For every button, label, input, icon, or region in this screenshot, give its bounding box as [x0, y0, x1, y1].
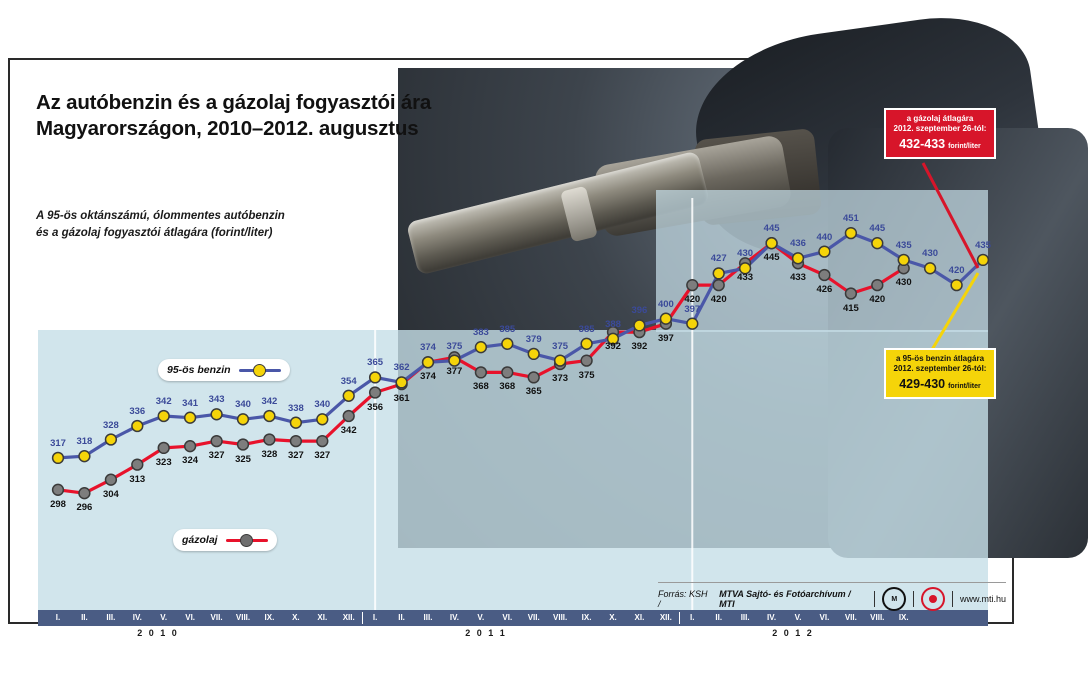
footer-sep-2	[913, 591, 914, 607]
year-label: 2 0 1 1	[465, 628, 507, 638]
mti-logo-icon	[921, 587, 945, 611]
axis-tick: VII.	[527, 613, 540, 622]
data-point	[581, 355, 592, 366]
data-point	[634, 320, 645, 331]
data-point	[528, 349, 539, 360]
data-label: 420	[869, 294, 886, 306]
data-label: 430	[922, 248, 939, 260]
data-label: 415	[842, 302, 859, 314]
data-label: 388	[605, 318, 621, 330]
data-label: 328	[102, 419, 119, 431]
poster-inner	[18, 68, 1006, 638]
callout-petrol-line1: a 95-ös benzin átlagára	[895, 354, 985, 363]
callout-diesel-value: 432-433	[899, 136, 946, 151]
data-point	[713, 280, 724, 291]
data-label: 374	[420, 371, 436, 383]
data-point	[53, 453, 64, 464]
data-point	[291, 436, 302, 447]
data-point	[317, 436, 328, 447]
data-point	[661, 313, 672, 324]
data-label: 427	[710, 253, 727, 265]
page-title-line2: Magyarországon, 2010–2012. augusztus	[36, 117, 419, 141]
axis-tick: V.	[160, 613, 168, 622]
data-point	[291, 417, 302, 428]
data-label: 298	[50, 498, 66, 510]
data-label: 385	[578, 323, 595, 335]
legend-gazolaj-label: gázolaj	[182, 534, 218, 546]
data-point	[396, 377, 407, 388]
footer-sep-1	[874, 591, 875, 607]
data-label: 420	[684, 294, 701, 306]
data-label: 318	[76, 436, 93, 448]
data-label: 375	[578, 369, 595, 381]
data-label: 445	[763, 252, 780, 264]
data-label: 392	[631, 341, 648, 353]
data-point	[343, 411, 354, 422]
axis-tick: X.	[292, 613, 300, 622]
axis-tick: III.	[423, 613, 433, 622]
data-label: 365	[367, 357, 384, 369]
data-label: 430	[737, 248, 754, 260]
axis-tick: IV.	[449, 613, 459, 622]
axis-tick: VIII.	[870, 613, 885, 622]
data-label: 342	[261, 396, 278, 407]
data-point	[106, 434, 117, 445]
data-point	[132, 421, 143, 432]
mtva-logo-icon	[882, 587, 906, 611]
axis-year-separator	[362, 612, 363, 624]
data-label: 379	[525, 333, 542, 345]
data-point	[158, 443, 169, 454]
callout-petrol-value: 429-430	[899, 376, 946, 391]
data-label: 420	[710, 294, 727, 306]
data-label: 327	[314, 450, 331, 462]
data-point	[687, 318, 698, 329]
data-point	[766, 238, 777, 249]
data-label: 420	[948, 265, 965, 277]
data-label: 375	[552, 340, 569, 352]
data-point	[819, 270, 830, 281]
data-point	[925, 263, 936, 274]
data-point	[343, 390, 354, 401]
data-point	[502, 338, 513, 349]
legend-benzin-swatch	[239, 364, 281, 376]
axis-tick: VI.	[819, 613, 830, 622]
data-point	[581, 338, 592, 349]
axis-tick: VI.	[185, 613, 196, 622]
data-label: 368	[472, 381, 489, 393]
data-label: 392	[605, 341, 621, 353]
data-point	[819, 246, 830, 257]
data-label: 451	[842, 213, 859, 225]
axis-tick: XII.	[342, 613, 355, 622]
callout-petrol-unit: forint/liter	[948, 382, 981, 390]
axis-tick: XI.	[317, 613, 328, 622]
data-point	[370, 372, 381, 383]
axis-tick: VII.	[844, 613, 857, 622]
axis-tick: II.	[715, 613, 723, 622]
axis-tick: VI.	[502, 613, 513, 622]
data-point	[53, 484, 64, 495]
data-label: 396	[631, 305, 648, 317]
infographic-poster	[8, 58, 1014, 638]
data-label: 336	[129, 406, 146, 417]
axis-tick: IX.	[898, 613, 909, 622]
data-point	[872, 280, 883, 291]
data-point	[476, 367, 487, 378]
series-line	[58, 233, 983, 458]
legend-benzin-label: 95-ös benzin	[167, 364, 231, 376]
data-label: 304	[102, 488, 119, 500]
page-title-line1: Az autóbenzin és a gázolaj fogyasztói ára	[36, 91, 432, 114]
data-label: 342	[340, 425, 357, 436]
data-point	[528, 372, 539, 383]
callout-diesel-unit: forint/liter	[948, 142, 981, 150]
data-point	[423, 357, 434, 368]
data-label: 433	[790, 272, 806, 284]
data-label: 400	[657, 298, 674, 310]
axis-tick: IV.	[767, 613, 777, 622]
data-label: 324	[182, 455, 199, 467]
axis-tick: V.	[477, 613, 485, 622]
page-subtitle-line2: és a gázolaj fogyasztói átlagára (forint/liter)	[36, 226, 273, 239]
legend-benzin	[158, 359, 290, 381]
axis-tick: IV.	[132, 613, 142, 622]
data-point	[476, 342, 487, 353]
axis-tick: I.	[690, 613, 695, 622]
callout-diesel-line2: 2012. szeptember 26-tól:	[893, 123, 987, 133]
x-axis	[38, 610, 988, 626]
data-point	[317, 414, 328, 425]
data-point	[846, 288, 857, 299]
callout-diesel-line1: a gázolaj átlagára	[906, 114, 974, 123]
axis-tick: V.	[794, 613, 802, 622]
data-label: 385	[499, 323, 516, 335]
data-label: 373	[552, 373, 569, 384]
data-point	[211, 409, 222, 420]
data-point	[185, 441, 196, 452]
footer-source-label: Forrás: KSH /	[658, 589, 708, 609]
callout-diesel	[884, 108, 996, 159]
data-label: 433	[737, 272, 754, 284]
data-label: 327	[208, 450, 225, 462]
data-point	[238, 439, 249, 450]
data-point	[449, 355, 460, 366]
data-label: 377	[446, 366, 463, 378]
data-label: 354	[340, 375, 357, 387]
data-label: 327	[287, 450, 304, 462]
data-label: 343	[208, 394, 225, 406]
axis-tick: IX.	[581, 613, 592, 622]
footer-source-bold: MTVA Sajtó- és Fotóarchívum / MTI	[719, 589, 851, 609]
data-label: 340	[235, 399, 251, 411]
axis-tick: I.	[55, 613, 61, 622]
data-label: 435	[895, 239, 912, 251]
data-label: 323	[155, 456, 172, 468]
data-label: 361	[393, 393, 410, 405]
footer	[658, 586, 1006, 612]
data-label: 325	[235, 453, 251, 465]
data-label: 296	[76, 502, 93, 514]
data-label: 340	[314, 399, 331, 411]
data-point	[185, 412, 196, 423]
axis-tick: VIII.	[553, 613, 568, 622]
data-point	[978, 255, 989, 266]
callout-petrol-line2: 2012. szeptember 26-tól:	[893, 363, 987, 373]
data-label: 440	[816, 231, 833, 243]
footer-url: www.mti.hu	[959, 594, 1006, 604]
data-point	[132, 459, 143, 470]
chart-svg	[18, 68, 1024, 628]
data-point	[79, 488, 90, 499]
axis-tick: II.	[81, 613, 88, 622]
data-point	[264, 434, 275, 445]
data-point	[264, 411, 275, 422]
axis-tick: IX.	[264, 613, 275, 622]
year-label: 2 0 1 0	[137, 628, 179, 638]
data-point	[158, 411, 169, 422]
footer-sep-3	[952, 591, 953, 607]
axis-tick: III.	[106, 613, 116, 622]
data-point	[211, 436, 222, 447]
data-point	[951, 280, 962, 291]
data-label: 383	[472, 327, 489, 339]
data-label: 368	[499, 381, 516, 393]
axis-tick: X.	[609, 613, 617, 622]
data-label: 397	[684, 303, 701, 315]
data-label: 430	[895, 277, 912, 289]
data-label: 375	[446, 340, 463, 352]
axis-tick: XI.	[634, 613, 645, 622]
data-label: 342	[155, 396, 172, 407]
axis-tick: VII.	[210, 613, 223, 622]
data-label: 365	[525, 386, 542, 398]
data-label: 436	[790, 238, 806, 250]
data-label: 356	[367, 401, 384, 413]
data-label: 435	[975, 239, 991, 251]
data-label: 397	[657, 332, 674, 344]
axis-tick: I.	[372, 613, 378, 622]
footer-divider	[658, 582, 1006, 583]
data-label: 341	[182, 397, 199, 409]
callout-petrol	[884, 348, 996, 399]
data-point	[79, 451, 90, 462]
data-label: 374	[420, 342, 436, 354]
data-label: 328	[261, 448, 278, 460]
data-label: 338	[287, 402, 304, 414]
data-point	[238, 414, 249, 425]
data-point	[872, 238, 883, 249]
axis-tick: VIII.	[235, 613, 251, 622]
data-point	[898, 255, 909, 266]
data-point	[370, 387, 381, 398]
data-point	[713, 268, 724, 279]
data-label: 313	[129, 473, 146, 485]
axis-year-separator	[679, 612, 680, 624]
axis-tick: XII.	[659, 613, 672, 622]
data-point	[502, 367, 513, 378]
mtva-logo-text: M	[891, 595, 898, 603]
data-point	[687, 280, 698, 291]
data-label: 445	[869, 223, 886, 235]
page-subtitle-line1: A 95-ös oktánszámú, ólommentes autóbenzin	[36, 210, 285, 222]
data-point	[555, 355, 566, 366]
data-label: 317	[50, 437, 66, 449]
data-point	[846, 228, 857, 239]
legend-gazolaj-swatch	[226, 534, 268, 546]
axis-tick: III.	[740, 613, 750, 622]
year-label: 2 0 1 2	[772, 628, 814, 638]
data-label: 445	[763, 223, 780, 235]
data-point	[106, 474, 117, 485]
data-point	[793, 253, 804, 264]
axis-tick: II.	[398, 613, 405, 622]
data-label: 362	[393, 362, 410, 374]
legend-gazolaj	[173, 529, 277, 551]
year-labels	[38, 628, 988, 642]
data-label: 426	[816, 284, 833, 295]
